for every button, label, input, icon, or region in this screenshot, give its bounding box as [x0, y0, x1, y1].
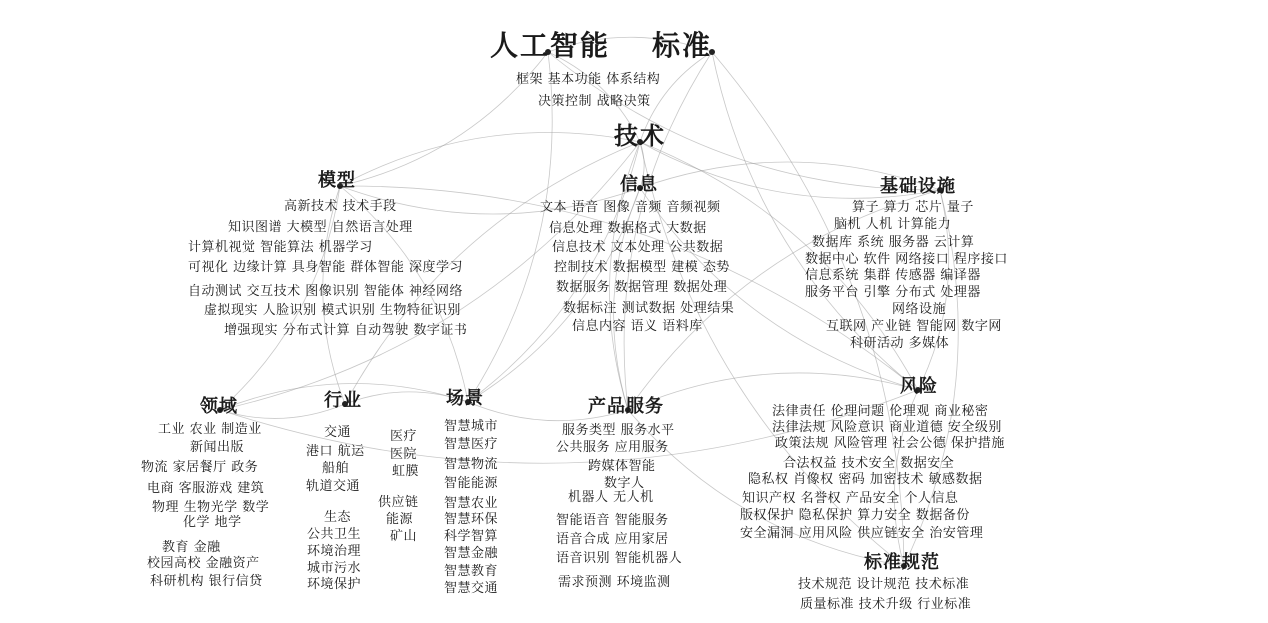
hub-label-technology: 技术: [614, 121, 666, 150]
industry-line: 能源: [386, 512, 414, 527]
info-line: 控制技术 数据模型 建模 态势: [554, 260, 730, 275]
category-title-info: 信息: [620, 174, 658, 195]
product-line: 公共服务 应用服务: [556, 440, 669, 455]
scene-line: 智慧医疗: [444, 437, 499, 452]
framework-line-1: 框架 基本功能 体系结构: [516, 72, 661, 87]
risk-line: 法律责任 伦理问题 伦理观 商业秘密: [772, 404, 989, 419]
model-line: 虚拟现实 人脸识别 模式识别 生物特征识别: [204, 303, 461, 318]
industry-line: 船舶: [322, 461, 350, 476]
infra-line: 信息系统 集群 传感器 编译器: [805, 268, 981, 283]
category-title-product-service: 产品服务: [588, 396, 664, 417]
scene-line: 智慧农业: [444, 496, 499, 511]
scene-line: 智慧交通: [444, 581, 499, 596]
scene-line: 科学智算: [444, 529, 499, 544]
industry-line: 医院: [390, 447, 418, 462]
info-line: 信息处理 数据格式 大数据: [549, 221, 707, 236]
risk-line: 法律法规 风险意识 商业道德 安全级别: [772, 420, 1002, 435]
category-title-infrastructure: 基础设施: [880, 176, 956, 197]
domain-line: 新闻出版: [190, 440, 245, 455]
industry-line: 环境保护: [307, 577, 362, 592]
product-line: 语音合成 应用家居: [556, 532, 669, 547]
infra-line: 数据中心 软件 网络接口 程序接口: [805, 252, 1008, 267]
product-line: 智能语音 智能服务: [556, 513, 669, 528]
infra-line: 互联网 产业链 智能网 数字网: [826, 319, 1002, 334]
product-line: 语音识别 智能机器人: [556, 551, 683, 566]
model-line: 可视化 边缘计算 具身智能 群体智能 深度学习: [188, 260, 464, 275]
model-line: 计算机视觉 智能算法 机器学习: [188, 240, 373, 255]
info-line: 信息内容 语义 语料库: [572, 319, 703, 334]
scene-line: 智慧物流: [444, 457, 499, 472]
risk-line: 政策法规 风险管理 社会公德 保护措施: [775, 436, 1005, 451]
infra-line: 脑机 人机 计算能力: [834, 217, 952, 232]
risk-line: 安全漏洞 应用风险 供应链安全 治安管理: [740, 526, 984, 541]
risk-line: 版权保护 隐私保护 算力安全 数据备份: [740, 508, 970, 523]
industry-line: 公共卫生: [307, 527, 362, 542]
info-line: 数据服务 数据管理 数据处理: [556, 280, 728, 295]
product-line: 需求预测 环境监测: [558, 575, 671, 590]
model-line: 知识图谱 大模型 自然语言处理: [228, 220, 413, 235]
industry-line: 港口 航运: [306, 444, 365, 459]
infra-line: 服务平台 引擎 分布式 处理器: [805, 285, 981, 300]
risk-line: 合法权益 技术安全 数据安全: [783, 456, 955, 471]
scene-line: 智慧金融: [444, 546, 499, 561]
industry-line: 轨道交通: [306, 479, 361, 494]
category-title-risk: 风险: [900, 376, 938, 397]
product-line: 数字人: [604, 476, 645, 491]
domain-line: 物流 家居餐厅 政务: [141, 460, 259, 475]
industry-line: 矿山: [390, 529, 418, 544]
category-title-domain: 领域: [200, 396, 238, 417]
industry-line: 环境治理: [307, 544, 362, 559]
root-label-standard: 标准: [652, 29, 713, 62]
model-line: 自动测试 交互技术 图像识别 智能体 神经网络: [188, 284, 464, 299]
industry-line: 供应链: [378, 495, 419, 510]
info-line: 文本 语音 图像 音频 音频视频: [540, 200, 721, 215]
model-line: 增强现实 分布式计算 自动驾驶 数字证书: [224, 323, 468, 338]
info-line: 数据标注 测试数据 处理结果: [563, 301, 735, 316]
domain-line: 物理 生物光学 数学: [152, 500, 270, 515]
category-title-model: 模型: [318, 170, 356, 191]
domain-line: 化学 地学: [183, 515, 242, 530]
domain-line: 工业 农业 制造业: [158, 422, 262, 437]
category-title-scene: 场景: [446, 388, 484, 409]
scene-line: 智慧城市: [444, 419, 499, 434]
infra-line: 科研活动 多媒体: [850, 336, 950, 351]
domain-line: 科研机构 银行信贷: [150, 574, 263, 589]
framework-line-2: 决策控制 战略决策: [538, 94, 651, 109]
product-line: 跨媒体智能: [588, 459, 656, 474]
risk-line: 知识产权 名誉权 产品安全 个人信息: [742, 491, 959, 506]
industry-line: 交通: [324, 425, 352, 440]
info-line: 信息技术 文本处理 公共数据: [552, 240, 724, 255]
domain-line: 电商 客服游戏 建筑: [147, 481, 265, 496]
domain-line: 教育 金融: [162, 540, 221, 555]
product-line: 服务类型 服务水平: [562, 423, 675, 438]
infra-line: 算子 算力 芯片 量子: [852, 200, 974, 215]
risk-line: 隐私权 肖像权 密码 加密技术 敏感数据: [748, 472, 983, 487]
scene-line: 智能能源: [444, 476, 499, 491]
infra-line: 数据库 系统 服务器 云计算: [812, 235, 975, 250]
category-title-industry: 行业: [324, 390, 362, 411]
scene-line: 智慧环保: [444, 512, 499, 527]
industry-line: 生态: [324, 510, 352, 525]
industry-line: 城市污水: [307, 561, 362, 576]
domain-line: 校园高校 金融资产: [147, 556, 260, 571]
industry-line: 虹膜: [392, 464, 420, 479]
scene-line: 智慧教育: [444, 564, 499, 579]
product-line: 机器人 无人机: [568, 490, 654, 505]
model-line: 高新技术 技术手段: [284, 199, 397, 214]
root-label-ai: 人工智能: [490, 29, 611, 62]
industry-line: 医疗: [390, 429, 418, 444]
standard-line: 质量标准 技术升级 行业标准: [800, 597, 972, 612]
infra-line: 网络设施: [892, 302, 947, 317]
category-title-standards: 标准规范: [864, 552, 940, 573]
standard-line: 技术规范 设计规范 技术标准: [798, 577, 970, 592]
